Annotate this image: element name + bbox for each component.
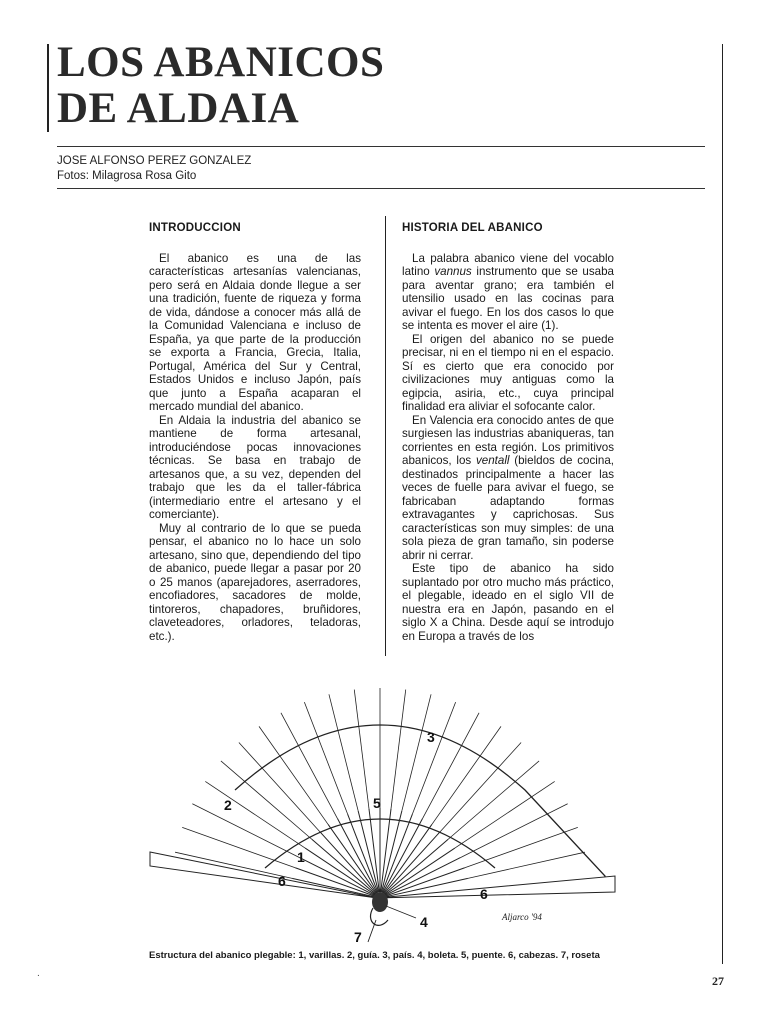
author-name: JOSE ALFONSO PEREZ GONZALEZ <box>57 155 252 167</box>
fan-diagram <box>140 680 620 950</box>
fan-rib <box>259 726 328 824</box>
diagram-label-2: 2 <box>224 797 232 813</box>
fan-stick <box>312 839 376 894</box>
history-heading: HISTORIA DEL ABANICO <box>402 222 543 234</box>
fan-rib <box>329 694 358 810</box>
valencian-term: ventall <box>475 454 510 467</box>
fan-rib <box>468 852 585 878</box>
diagram-label-5: 5 <box>373 795 381 811</box>
margin-mark: . <box>37 968 40 979</box>
fan-stick <box>385 858 460 896</box>
history-paragraph-2: El origen del abanico no se puede precisar, ni en el tiempo ni en el espacio. Sí es cierto que era conocido por civilizaciones muy antiguas como la egipcia, asiria, etc., cuya principal finalidad era aliviar el sofocante calor. <box>402 332 614 413</box>
article-title <box>57 40 384 132</box>
intro-column <box>149 222 361 643</box>
fan-ribs <box>175 688 585 897</box>
history-paragraph-4: Este tipo de abanico ha sido suplantado por otro mucho más práctico, el plegable, ideado en el siglo VII de nuestra era en Japón, pasando en el siglo X a China. Desde aquí se introdujo en Europa a través de los <box>402 562 614 643</box>
fan-stick <box>382 814 412 892</box>
fan-stick <box>348 814 378 892</box>
photo-credit: Fotos: Milagrosa Rosa Gito <box>57 170 197 182</box>
diagram-label-7: 7 <box>354 929 362 945</box>
fan-rib <box>455 781 555 848</box>
diagram-label-3: 3 <box>427 729 435 745</box>
fan-leaf-outline <box>235 725 605 892</box>
header-rule-bottom <box>57 188 705 189</box>
fan-rib <box>192 804 299 858</box>
fan-rib <box>460 804 567 858</box>
fan-stick <box>384 831 440 893</box>
right-guard <box>377 876 615 898</box>
title-line-2: DE ALDAIA <box>57 85 300 132</box>
diagram-label-6-left: 6 <box>278 873 286 889</box>
page-number: 27 <box>712 974 724 988</box>
intro-paragraph-2: En Aldaia la industria del abanico se mantiene de forma artesanal, introduciéndose pocas innovaciones técnicas. Se basa en trabajo de artesanos que, a su vez, dependen del trabajo que les da el taller-fábrica (intermediario entre el artesano y el comerciante). <box>149 413 361 521</box>
byline <box>57 154 251 184</box>
fan-rib <box>391 690 406 809</box>
history-paragraph-3: En Valencia era conocido antes de que surgiesen las industrias abaniqueras, tan corrientes en esta región. Los primitivos abanicos, los ventall (bieldos de cocina, destinados principalmente a hacer las veces de fuelle para avivar el fuego, se fabricaban adaptando formas extravagantes y caprichosas. Sus características son muy simples: de una sola pieza de gran tamaño, sin poderse abrir ni cerrar. <box>402 413 614 562</box>
fan-stick <box>385 839 449 894</box>
rivet-boleta <box>372 892 388 912</box>
fan-stick <box>320 831 376 893</box>
fan-rib <box>402 694 431 810</box>
diagram-label-1: 1 <box>297 849 305 865</box>
intro-heading: INTRODUCCION <box>149 222 241 234</box>
diagram-label-6-right: 6 <box>480 886 488 902</box>
fan-rib <box>354 690 369 809</box>
title-line-1: LOS ABANICOS <box>57 39 385 86</box>
pointer-7 <box>368 920 376 942</box>
fan-stick <box>328 824 376 893</box>
fan-stick <box>385 848 455 895</box>
fan-stick <box>381 811 401 892</box>
fan-stick <box>383 824 431 893</box>
history-paragraph-1: La palabra abanico viene del vocablo latino vannus instrumento que se usaba para aventar grano; era también el utensilio usado en las cocinas para avivar el fuego. En los dos casos lo que se intenta es mover el aire (1). <box>402 251 614 332</box>
column-divider <box>385 216 386 656</box>
diagram-label-4: 4 <box>420 914 428 930</box>
figure-caption: Estructura del abanico plegable: 1, varillas. 2, guía. 3, país. 4, boleta. 5, puente. 6, cabezas. 7, roseta <box>149 950 600 961</box>
intro-paragraph-3: Muy al contrario de lo que se pueda pensar, el abanico no lo hace un solo artesano, sino que, dependiendo del tipo de abanico, puede llegar a pasar por 20 o 25 manos (aparejadores, aserradores, encofiadores, sacadores de molde, tintoreros, chapadores, bruñidores, claveteadores, orladores, teladoras, etc.). <box>149 521 361 643</box>
latin-term: vannus <box>434 265 472 278</box>
left-guard <box>150 852 377 898</box>
fan-rib <box>432 726 501 824</box>
pointer-4 <box>386 906 416 918</box>
intro-paragraph-1: El abanico es una de las características artesanías valencianas, pero será en Aldaia donde llegue a ser una tradición, fuente de riqueza y forma de vida, dándose a conocer más allá de la Comunidad Valenciana e incluso de España, ya que parte de la producción se exporta a Francia, Grecia, Italia, Portugal, América del Sur y Central, Estados Unidos e incluso Japón, país que junto a España acaparan el mercado mundial del abanico. <box>149 251 361 413</box>
fan-stick <box>358 811 378 892</box>
artist-signature: Aljarco '94 <box>502 912 542 922</box>
header-rule-top <box>57 146 705 147</box>
fan-rib <box>205 781 305 848</box>
page-right-rule <box>722 44 723 964</box>
title-left-rule <box>47 44 49 132</box>
fan-rib <box>465 827 578 867</box>
history-column <box>402 222 614 643</box>
